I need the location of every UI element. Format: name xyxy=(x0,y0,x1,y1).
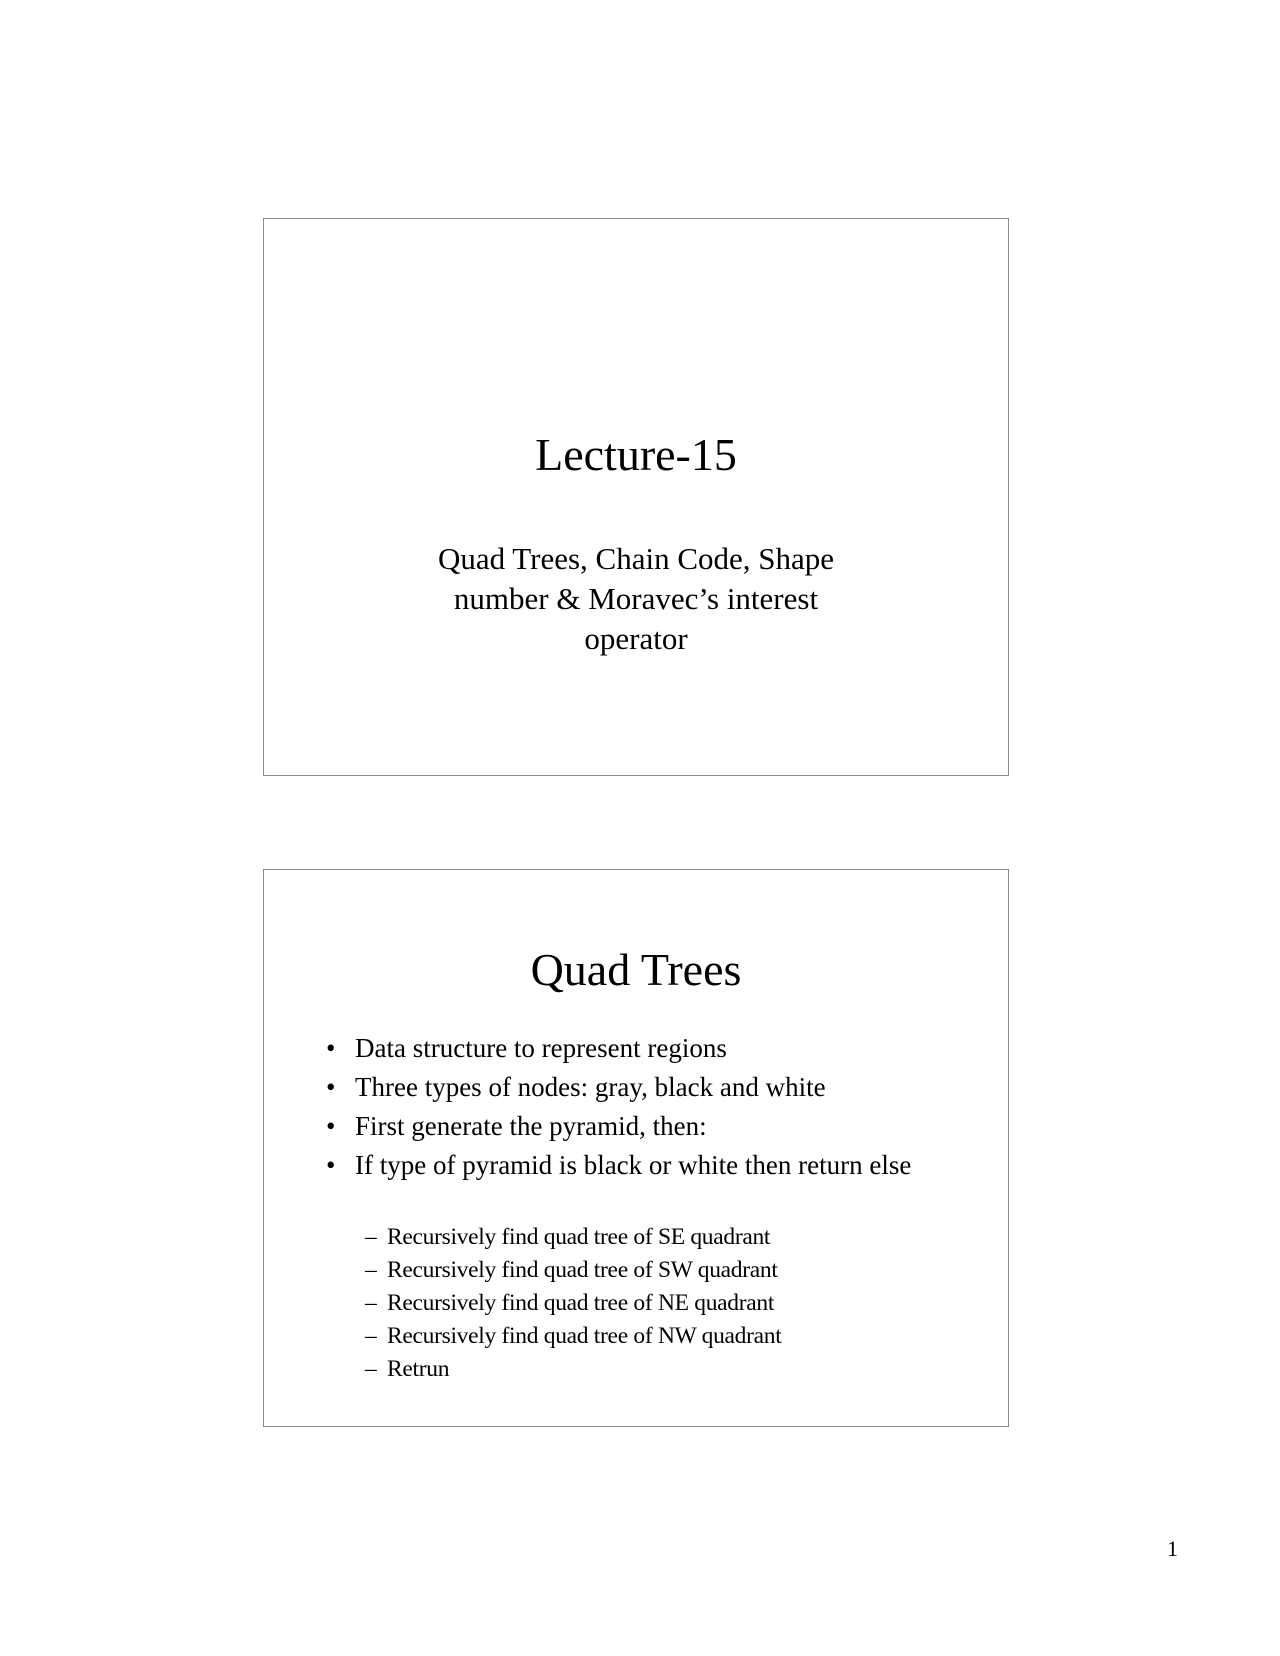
bullet-item xyxy=(326,1150,966,1180)
sub-bullet-list xyxy=(365,1221,965,1386)
sub-bullet-item xyxy=(365,1287,965,1320)
bullet-marker: • xyxy=(326,1072,336,1102)
subtitle-line: operator xyxy=(584,621,688,656)
slide-1 xyxy=(263,218,1009,776)
dash-marker: – xyxy=(365,1356,377,1382)
dash-marker: – xyxy=(365,1257,377,1283)
sub-bullet-text: Recursively find quad tree of NW quadrant xyxy=(387,1323,782,1349)
bullet-item xyxy=(326,1111,966,1141)
dash-marker: – xyxy=(365,1290,377,1316)
sub-bullet-text: Recursively find quad tree of SE quadrant xyxy=(387,1224,771,1250)
slide-1-title: Lecture-15 xyxy=(535,429,737,480)
bullet-text: If type of pyramid is black or white then return else xyxy=(355,1150,912,1180)
bullet-list xyxy=(326,1033,966,1189)
sub-bullet-item xyxy=(365,1353,965,1386)
sub-bullet-item xyxy=(365,1221,965,1254)
bullet-text: Data structure to represent regions xyxy=(355,1033,727,1063)
dash-marker: – xyxy=(365,1323,377,1349)
bullet-text: First generate the pyramid, then: xyxy=(355,1111,707,1141)
bullet-item xyxy=(326,1033,966,1063)
bullet-marker: • xyxy=(326,1150,336,1180)
sub-bullet-item xyxy=(365,1254,965,1287)
dash-marker: – xyxy=(365,1224,377,1250)
sub-bullet-text: Recursively find quad tree of NE quadrant xyxy=(387,1290,775,1316)
page-number: 1 xyxy=(1167,1536,1178,1561)
bullet-item xyxy=(326,1072,966,1102)
bullet-text: Three types of nodes: gray, black and white xyxy=(355,1072,826,1102)
subtitle-line: Quad Trees, Chain Code, Shape xyxy=(437,541,835,576)
subtitle-line: number & Moravec’s interest xyxy=(453,581,819,616)
bullet-marker: • xyxy=(326,1111,336,1141)
sub-bullet-text: Recursively find quad tree of SW quadrant xyxy=(387,1257,778,1283)
sub-bullet-item xyxy=(365,1320,965,1353)
slide-2-title: Quad Trees xyxy=(530,944,742,995)
bullet-marker: • xyxy=(326,1033,336,1063)
slide-2 xyxy=(263,869,1009,1427)
slide-1-subtitle xyxy=(264,539,1008,659)
sub-bullet-text: Retrun xyxy=(387,1356,450,1382)
